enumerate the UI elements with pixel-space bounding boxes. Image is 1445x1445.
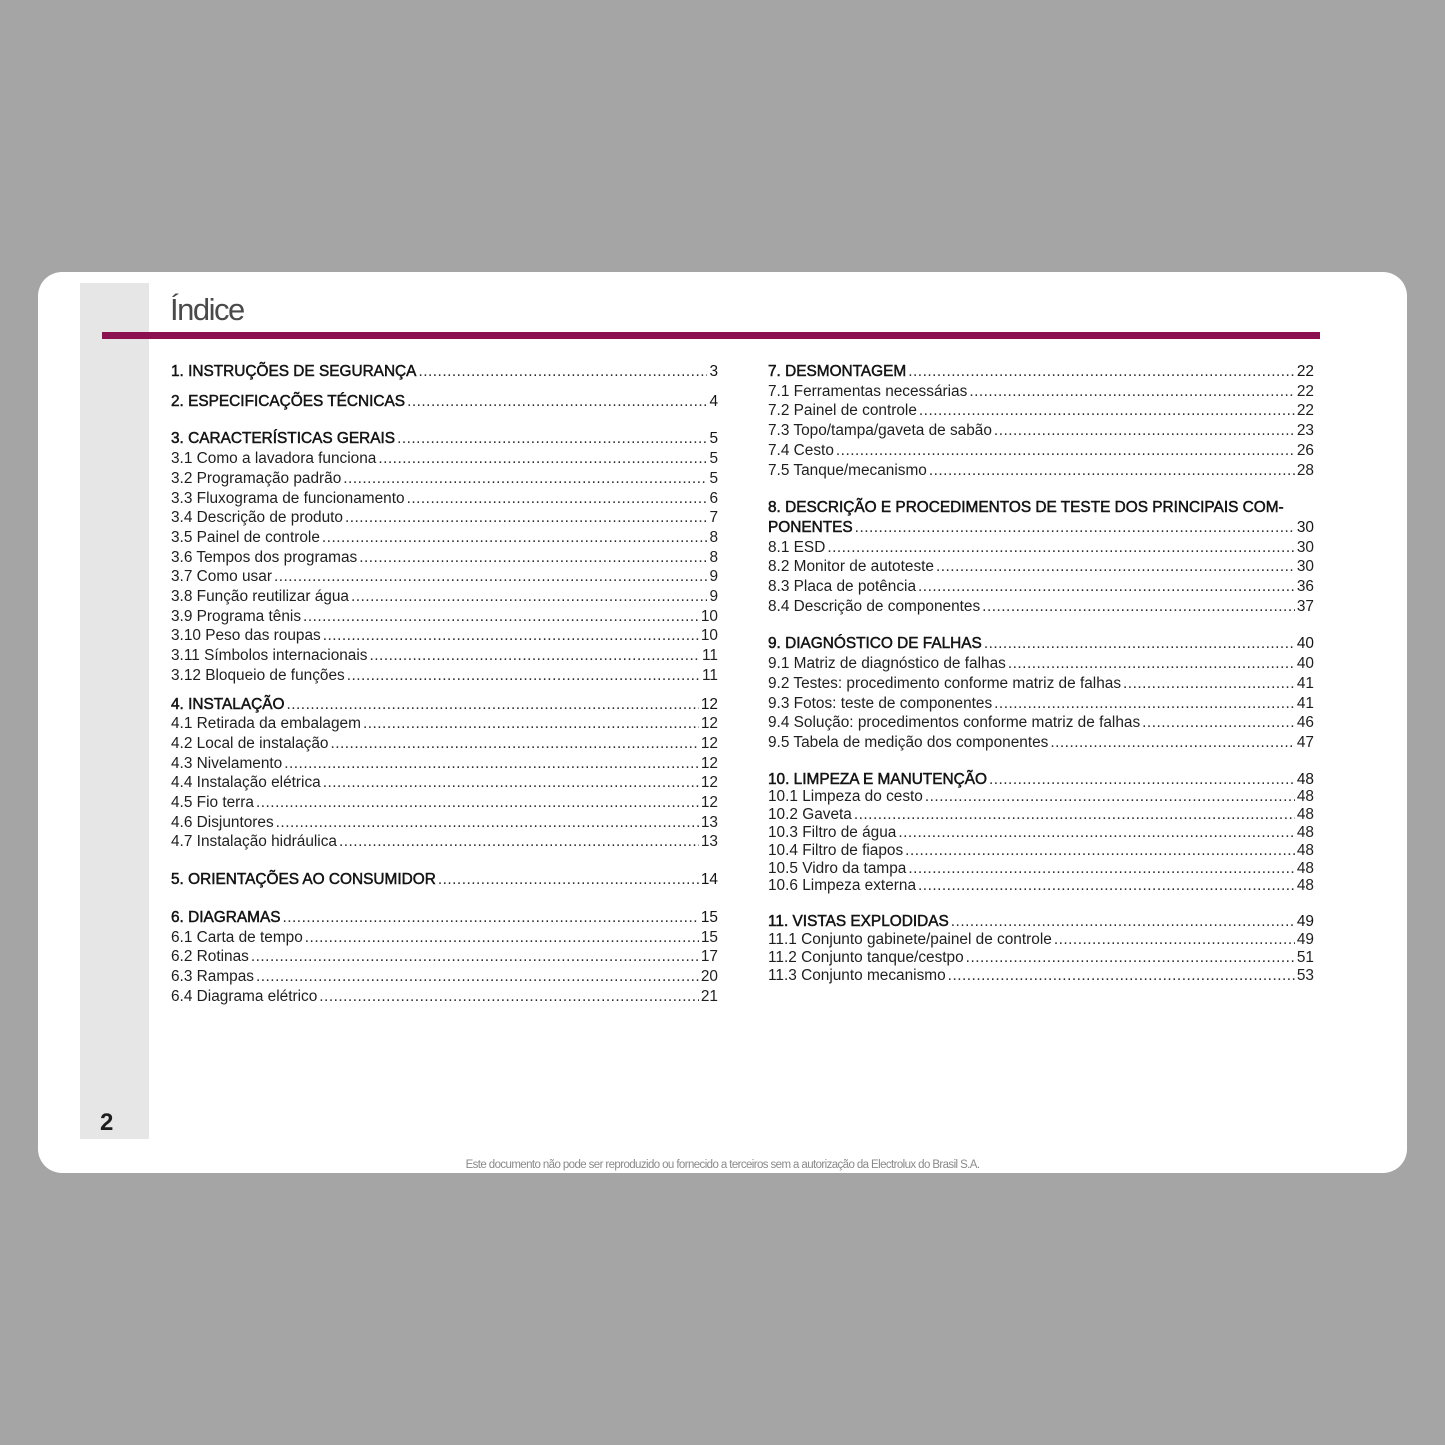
toc-entry[interactable]: 4.4 Instalação elétrica ..... 12 xyxy=(171,773,718,793)
page-title: Índice xyxy=(170,292,244,327)
toc-entry[interactable]: 8.1 ESD ..... 30 xyxy=(768,538,1314,558)
dot-leader xyxy=(282,908,698,928)
toc-entry[interactable]: 3.3 Fluxograma de funcionamento ..... 6 xyxy=(171,489,718,509)
dot-leader xyxy=(836,441,1295,461)
dot-leader xyxy=(951,913,1295,931)
toc-entry[interactable]: 5. ORIENTAÇÕES AO CONSUMIDOR ..... 14 xyxy=(171,870,718,890)
toc-entry[interactable]: 10.4 Filtro de fiapos ..... 48 xyxy=(768,842,1314,860)
toc-entry[interactable]: 9.4 Solução: procedimentos conforme matriz de falhas ..... 46 xyxy=(768,713,1314,733)
toc-entry[interactable]: 4.7 Instalação hidráulica ..... 13 xyxy=(171,832,718,852)
dot-leader xyxy=(854,806,1295,824)
dot-leader xyxy=(286,695,698,715)
toc-entry[interactable]: 3.5 Painel de controle ..... 8 xyxy=(171,528,718,548)
toc-entry[interactable]: 3.8 Função reutilizar água ..... 9 xyxy=(171,587,718,607)
toc-entry[interactable]: 3.2 Programação padrão ..... 5 xyxy=(171,469,718,489)
title-accent-bar xyxy=(102,332,1320,339)
dot-leader xyxy=(418,362,707,382)
toc-entry[interactable]: 9. DIAGNÓSTICO DE FALHAS ..... 40 xyxy=(768,634,1314,654)
dot-leader xyxy=(969,382,1295,402)
dot-leader xyxy=(339,832,699,852)
toc-entry[interactable]: 7. DESMONTAGEM ..... 22 xyxy=(768,362,1314,382)
dot-leader xyxy=(948,967,1295,985)
toc-entry[interactable]: 11.3 Conjunto mecanismo ..... 53 xyxy=(768,967,1314,985)
dot-leader xyxy=(1142,713,1295,733)
dot-leader xyxy=(827,538,1295,558)
copyright-footer: Este documento não pode ser reproduzido ou fornecido a terceiros sem a autorização da Electrolux do Brasil S.A. xyxy=(465,1159,980,1171)
toc-entry[interactable]: 3.4 Descrição de produto ..... 7 xyxy=(171,508,718,528)
toc-entry[interactable]: 9.5 Tabela de medição dos componentes ..... 47 xyxy=(768,733,1314,753)
dot-leader xyxy=(984,634,1295,654)
toc-entry[interactable]: 7.1 Ferramentas necessárias ..... 22 xyxy=(768,382,1314,402)
dot-leader xyxy=(1054,931,1295,949)
toc-entry[interactable]: 7.5 Tanque/mecanismo ..... 28 xyxy=(768,461,1314,481)
dot-leader xyxy=(918,877,1295,895)
toc-entry[interactable]: 6.1 Carta de tempo ..... 15 xyxy=(171,928,718,948)
dot-leader xyxy=(918,577,1295,597)
dot-leader xyxy=(284,754,699,774)
toc-entry[interactable]: 7.4 Cesto ..... 26 xyxy=(768,441,1314,461)
toc-entry[interactable]: 6. DIAGRAMAS ..... 15 xyxy=(171,908,718,928)
toc-column-left xyxy=(171,362,718,1006)
dot-leader xyxy=(919,401,1295,421)
toc-entry[interactable]: 10. LIMPEZA E MANUTENÇÃO ..... 48 xyxy=(768,771,1314,789)
document-page xyxy=(38,272,1407,1173)
dot-leader xyxy=(929,461,1295,481)
dot-leader xyxy=(322,528,708,548)
dot-leader xyxy=(274,567,707,587)
toc-entry[interactable]: 3. CARACTERÍSTICAS GERAIS ..... 5 xyxy=(171,429,718,449)
dot-leader xyxy=(1123,674,1295,694)
toc-entry[interactable]: 4.5 Fio terra ..... 12 xyxy=(171,793,718,813)
side-strip xyxy=(80,283,149,1139)
toc-entry[interactable]: 3.1 Como a lavadora funciona ..... 5 xyxy=(171,449,718,469)
toc-column-right xyxy=(768,362,1314,985)
toc-entry[interactable]: 3.10 Peso das roupas ..... 10 xyxy=(171,626,718,646)
toc-entry[interactable]: 10.1 Limpeza do cesto ..... 48 xyxy=(768,788,1314,806)
dot-leader xyxy=(370,646,701,666)
toc-entry[interactable]: 4. INSTALAÇÃO ..... 12 xyxy=(171,695,718,715)
dot-leader xyxy=(966,949,1295,967)
toc-entry[interactable]: 11.1 Conjunto gabinete/painel de controle ..... 49 xyxy=(768,931,1314,949)
toc-entry[interactable]: 4.6 Disjuntores ..... 13 xyxy=(171,813,718,833)
toc-entry[interactable]: 3.6 Tempos dos programas ..... 8 xyxy=(171,548,718,568)
toc-entry[interactable]: 9.1 Matriz de diagnóstico de falhas ..... 40 xyxy=(768,654,1314,674)
dot-leader xyxy=(1050,733,1295,753)
dot-leader xyxy=(1008,654,1295,674)
dot-leader xyxy=(908,362,1295,382)
toc-entry[interactable]: 10.5 Vidro da tampa ..... 48 xyxy=(768,860,1314,878)
toc-entry[interactable]: 2. ESPECIFICAÇÕES TÉCNICAS ..... 4 xyxy=(171,392,718,412)
toc-entry[interactable]: 11. VISTAS EXPLODIDAS ..... 49 xyxy=(768,913,1314,931)
dot-leader xyxy=(351,587,707,607)
toc-entry[interactable]: 1. INSTRUÇÕES DE SEGURANÇA ..... 3 xyxy=(171,362,718,382)
dot-leader xyxy=(438,870,699,890)
dot-leader xyxy=(994,421,1295,441)
dot-leader xyxy=(994,694,1295,714)
toc-entry[interactable]: 9.3 Fotos: teste de componentes ..... 41 xyxy=(768,694,1314,714)
dot-leader xyxy=(397,429,707,449)
dot-leader xyxy=(276,813,699,833)
dot-leader xyxy=(323,626,699,646)
toc-entry[interactable]: 6.2 Rotinas ..... 17 xyxy=(171,947,718,967)
toc-entry[interactable]: 8.3 Placa de potência ..... 36 xyxy=(768,577,1314,597)
toc-entry[interactable]: 9.2 Testes: procedimento conforme matriz de falhas ..... 41 xyxy=(768,674,1314,694)
dot-leader xyxy=(407,489,708,509)
dot-leader xyxy=(905,842,1295,860)
toc-entry[interactable]: PONENTES ..... 30 xyxy=(768,518,1314,538)
dot-leader xyxy=(323,773,699,793)
toc-entry[interactable]: 4.1 Retirada da embalagem ..... 12 xyxy=(171,714,718,734)
toc-entry[interactable]: 6.4 Diagrama elétrico ..... 21 xyxy=(171,987,718,1007)
dot-leader xyxy=(925,788,1295,806)
toc-entry[interactable]: 6.3 Rampas ..... 20 xyxy=(171,967,718,987)
dot-leader xyxy=(256,793,699,813)
toc-entry[interactable]: 10.6 Limpeza externa ..... 48 xyxy=(768,877,1314,895)
toc-entry-wrapped-line[interactable]: 8. DESCRIÇÃO E PROCEDIMENTOS DE TESTE DOS PRINCIPAIS COM- xyxy=(768,499,1284,517)
dot-leader xyxy=(989,771,1295,789)
toc-entry[interactable]: 3.7 Como usar ..... 9 xyxy=(171,567,718,587)
toc-entry[interactable]: 3.11 Símbolos internacionais ..... 11 xyxy=(171,646,718,666)
dot-leader xyxy=(407,392,707,412)
dot-leader xyxy=(251,947,699,967)
dot-leader xyxy=(319,987,699,1007)
dot-leader xyxy=(343,469,707,489)
toc-entry[interactable]: 8.2 Monitor de autoteste ..... 30 xyxy=(768,557,1314,577)
dot-leader xyxy=(256,967,699,987)
page-number: 2 xyxy=(100,1109,114,1136)
toc-entry[interactable]: 3.12 Bloqueio de funções ..... 11 xyxy=(171,666,718,686)
toc-entry[interactable]: 4.3 Nivelamento ..... 12 xyxy=(171,754,718,774)
dot-leader xyxy=(908,860,1295,878)
dot-leader xyxy=(345,508,707,528)
toc-entry[interactable]: 7.3 Topo/tampa/gaveta de sabão ..... 23 xyxy=(768,421,1314,441)
dot-leader xyxy=(363,714,699,734)
dot-leader xyxy=(378,449,707,469)
toc-entry[interactable]: 10.3 Filtro de água ..... 48 xyxy=(768,824,1314,842)
dot-leader xyxy=(303,607,699,627)
toc-entry[interactable]: 11.2 Conjunto tanque/cestpo ..... 51 xyxy=(768,949,1314,967)
toc-entry[interactable]: 4.2 Local de instalação ..... 12 xyxy=(171,734,718,754)
dot-leader xyxy=(855,518,1295,538)
dot-leader xyxy=(330,734,698,754)
dot-leader xyxy=(936,557,1295,577)
toc-entry[interactable]: 10.2 Gaveta ..... 48 xyxy=(768,806,1314,824)
toc-entry[interactable]: 8.4 Descrição de componentes ..... 37 xyxy=(768,597,1314,617)
toc-entry[interactable]: 3.9 Programa tênis ..... 10 xyxy=(171,607,718,627)
toc-entry[interactable]: 7.2 Painel de controle ..... 22 xyxy=(768,401,1314,421)
dot-leader xyxy=(982,597,1295,617)
dot-leader xyxy=(305,928,699,948)
dot-leader xyxy=(347,666,700,686)
dot-leader xyxy=(898,824,1295,842)
dot-leader xyxy=(359,548,707,568)
